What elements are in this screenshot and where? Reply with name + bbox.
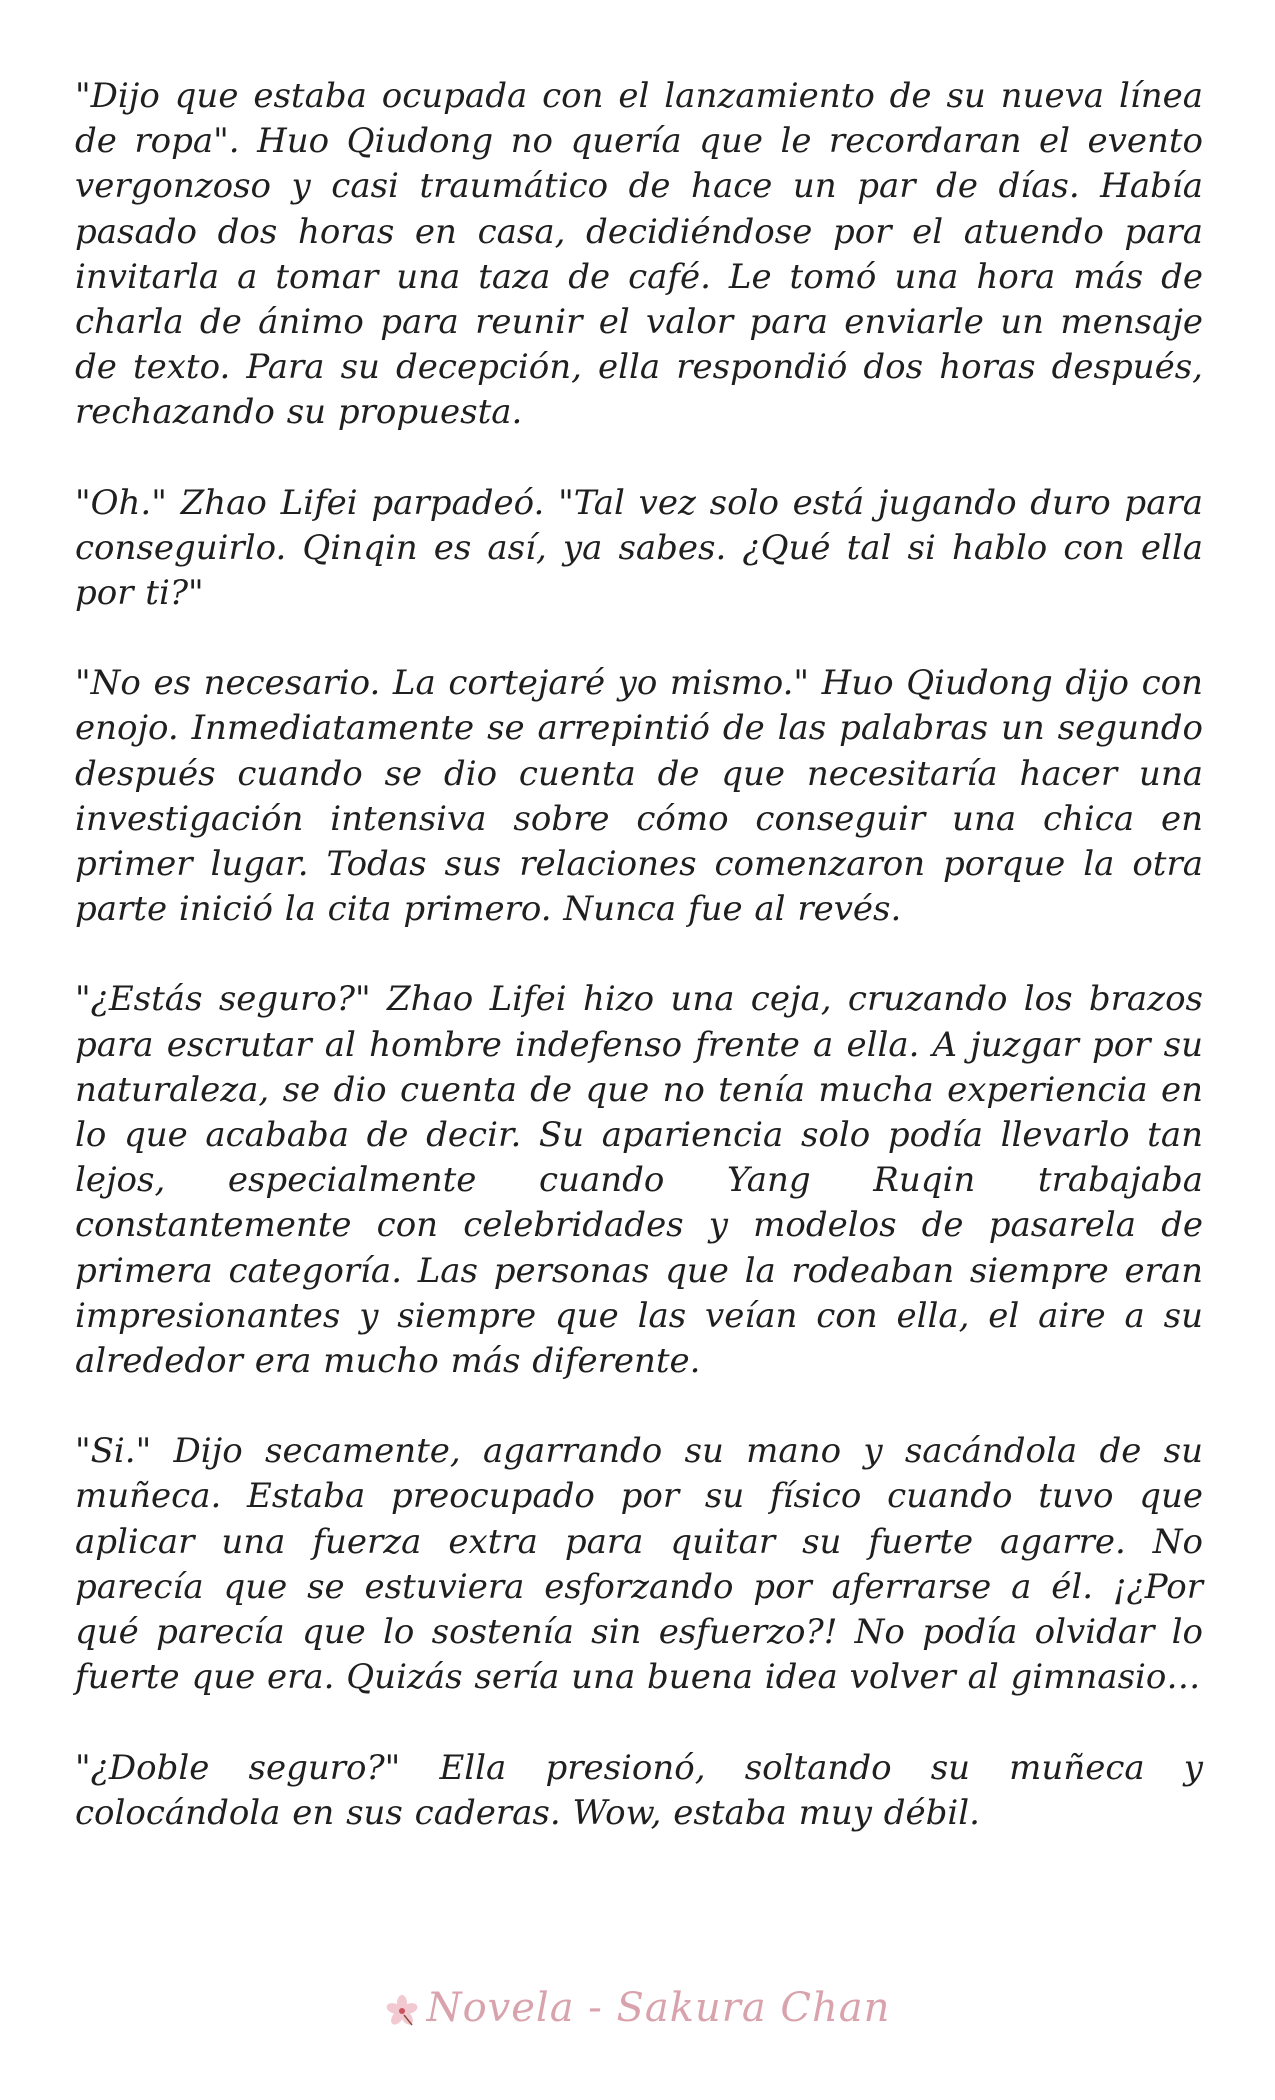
paragraph-6: "¿Doble seguro?" Ella presionó, soltando su muñeca y colocándola en sus caderas. Wow, estaba muy débil.	[75, 1747, 1203, 1833]
paragraph-5: "Si." Dijo secamente, agarrando su mano y sacándola de su muñeca. Estaba preocupado por su físico cuando tuvo que aplicar una fuerza extra para quitar su fuerte agarre. No parecía que se estuviera esforzando por aferrarse a él. ¡¿Por qué parecía que lo sostenía sin esfuerzo?! No podía olvidar lo fuerte que era. Quizás sería una buena idea volver al gimnasio…	[75, 1431, 1203, 1698]
text-column	[75, 74, 1203, 1881]
paragraph-4: "¿Estás seguro?" Zhao Lifei hizo una ceja, cruzando los brazos para escrutar al hombre indefenso frente a ella. A juzgar por su naturaleza, se dio cuenta de que no tenía mucha experiencia en lo que acababa de decir. Su apariencia solo podía llevarlo tan lejos, especialmente cuando Yang Ruqin trabajaba constantemente con celebridades y modelos de pasarela de primera categoría. Las personas que la rodeaban siempre eran impresionantes y siempre que las veían con ella, el aire a su alrededor era mucho más diferente.	[75, 979, 1203, 1382]
paragraph-1: "Dijo que estaba ocupada con el lanzamiento de su nueva línea de ropa". Huo Qiudong no quería que le recordaran el evento vergonzoso y casi traumático de hace un par de días. Había pasado dos horas en casa, decidiéndose por el atuendo para invitarla a tomar una taza de café. Le tomó una hora más de charla de ánimo para reunir el valor para enviarle un mensaje de texto. Para su decepción, ella respondió dos horas después, rechazando su propuesta.	[75, 76, 1203, 433]
watermark-text: Novela - Sakura Chan	[426, 1985, 891, 2031]
paragraph-2: "Oh." Zhao Lifei parpadeó. "Tal vez solo está jugando duro para conseguirlo. Qinqin es así, ya sabes. ¿Qué tal si hablo con ella por ti?"	[75, 482, 1203, 614]
watermark	[0, 1978, 1275, 2038]
paragraph-3: "No es necesario. La cortejaré yo mismo." Huo Qiudong dijo con enojo. Inmediatamente se arrepintió de las palabras un segundo después cuando se dio cuenta de que necesitaría hacer una investigación intensiva sobre cómo conseguir una chica en primer lugar. Todas sus relaciones comenzaron porque la otra parte inició la cita primero. Nunca fue al revés.	[75, 663, 1203, 930]
sakura-flower-icon	[385, 1994, 419, 2028]
